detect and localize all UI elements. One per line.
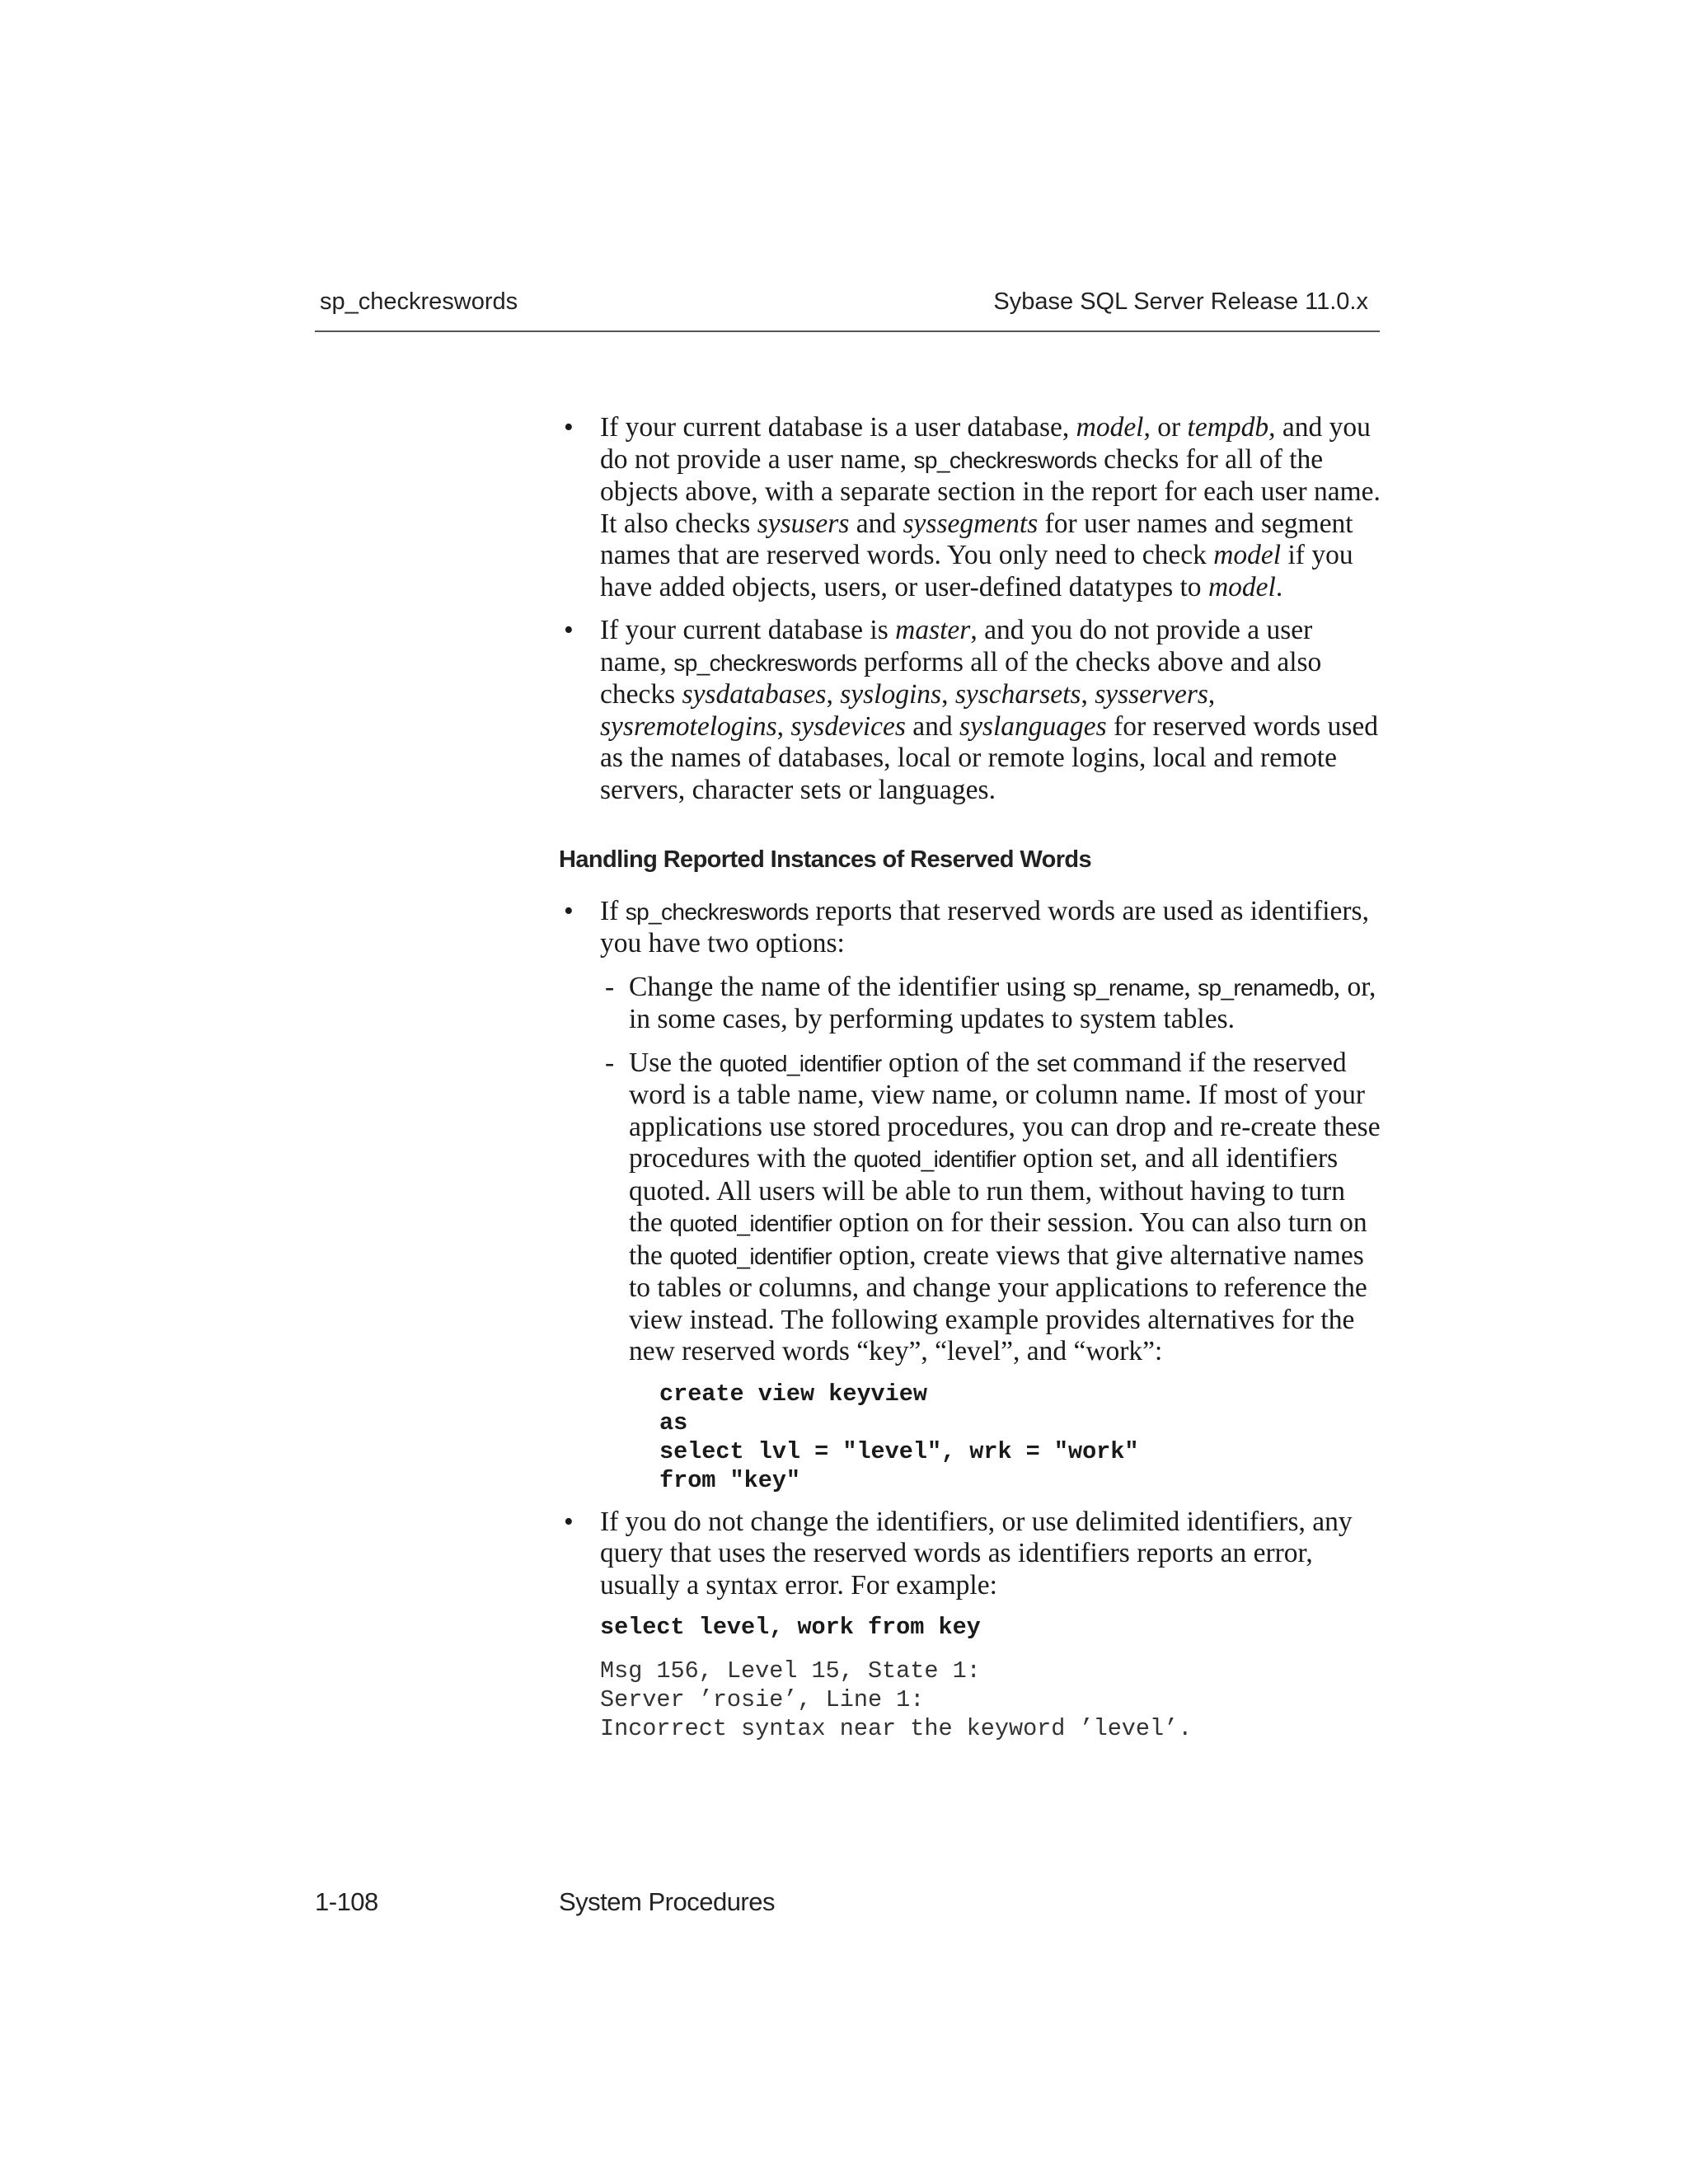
option-name: quoted_identifier — [853, 1146, 1016, 1172]
bullet-item: • If your current database is master, and you do not provide a user name, sp_checkreswords performs all of the checks above and also checks sysdatabases, syslogins, syscharsets, sysservers, sysremotelogins, sysdevices and syslanguages for reserved words used as the names of databases, local or remote logins, local and remote servers, character sets or languages. — [564, 615, 1378, 805]
bullet-marker: • — [564, 615, 574, 645]
bullet-item: • If you do not change the identifiers, or use delimited identifiers, any query that uses the reserved words as identifiers reports an error, usually a syntax error. For example: select level, work from key Msg 156, Level 15, State 1: Server ’rosie’, Line 1: Incorrect syntax near the keyword ’level’. — [559, 1507, 1383, 1744]
bullet-marker: • — [564, 412, 574, 443]
bullet-marker: • — [564, 1506, 574, 1537]
procedure-name: sp_rename — [1072, 974, 1184, 1001]
page-body — [559, 412, 1383, 1755]
bullet-item: • If your current database is a user database, model, or tempdb, and you do not provide a user name, sp_checkreswords checks for all of the objects above, with a separate section in the report for each user name. It also checks sysusers and syssegments for user names and segment names that are reserved words. You only need to check model if you have added objects, users, or user-defined datatypes to model. — [564, 412, 1381, 602]
bullet-marker: • — [564, 895, 574, 926]
option-name: quoted_identifier — [669, 1243, 832, 1269]
code-example-error-output: Msg 156, Level 15, State 1: Server ’rosie’, Line 1: Incorrect syntax near the keyword ’level’. — [600, 1657, 1193, 1742]
running-header-right: Sybase SQL Server Release 11.0.x — [993, 288, 1368, 315]
procedure-name: sp_checkreswords — [625, 898, 809, 925]
bullet-item: • If sp_checkreswords reports that reserved words are used as identifiers, you have two options: - Change the name of the identifier using sp_rename, sp_renamedb, or, in some cases, by performing updates to system tables. - Use the quoted_identifier option of the set command if the reserved word is a table name, view name, or column name. If most of your applications use stored procedures, you can drop and re-create these procedures with the quoted_identifier option set, and all identifiers quoted. All users will be able to run them, without having to turn the quoted_identifier option on for their session. You can also turn on the quoted_identifier option, create views that give alternative names to tables or columns, and change your applications to reference the view instead. The following example provides alternatives for the new reserved words “key”, “level”, and “work”: create view keyview as select lvl = "level", wrk = "work" from "key" — [559, 896, 1383, 1495]
running-header-left: sp_checkreswords — [320, 288, 518, 315]
header-rule — [315, 330, 1380, 332]
dash-item: - Change the name of the identifier using sp_rename, sp_renamedb, or, in some cases, by performing updates to system tables. — [605, 971, 1376, 1034]
section-heading: Handling Reported Instances of Reserved Words — [559, 846, 1092, 873]
code-example-select: select level, work from key — [600, 1614, 981, 1641]
dash-item: - Use the quoted_identifier option of the set command if the reserved word is a table name, view name, or column name. If most of your applications use stored procedures, you can drop and re-create these procedures with the quoted_identifier option set, and all identifiers quoted. All users will be able to run them, without having to turn the quoted_identifier option on for their session. You can also turn on the quoted_identifier option, create views that give alternative names to tables or columns, and change your applications to reference the view instead. The following example provides alternatives for the new reserved words “key”, “level”, and “work”: create view keyview as select lvl = "level", wrk = "work" from "key" — [600, 1047, 1383, 1495]
option-name: quoted_identifier — [669, 1211, 832, 1236]
page-number: 1-108 — [315, 1887, 378, 1916]
command-name: set — [1036, 1050, 1067, 1076]
procedure-name: sp_checkreswords — [673, 649, 857, 676]
procedure-name: sp_checkreswords — [913, 447, 1097, 473]
dash-marker: - — [605, 971, 615, 1002]
procedure-name: sp_renamedb — [1198, 974, 1334, 1001]
option-name: quoted_identifier — [719, 1050, 882, 1076]
dash-list — [600, 972, 1383, 1495]
code-example-create-view: create view keyview as select lvl = "level", wrk = "work" from "key" — [659, 1380, 1139, 1494]
dash-marker: - — [605, 1047, 615, 1078]
footer-title: System Procedures — [559, 1887, 775, 1916]
